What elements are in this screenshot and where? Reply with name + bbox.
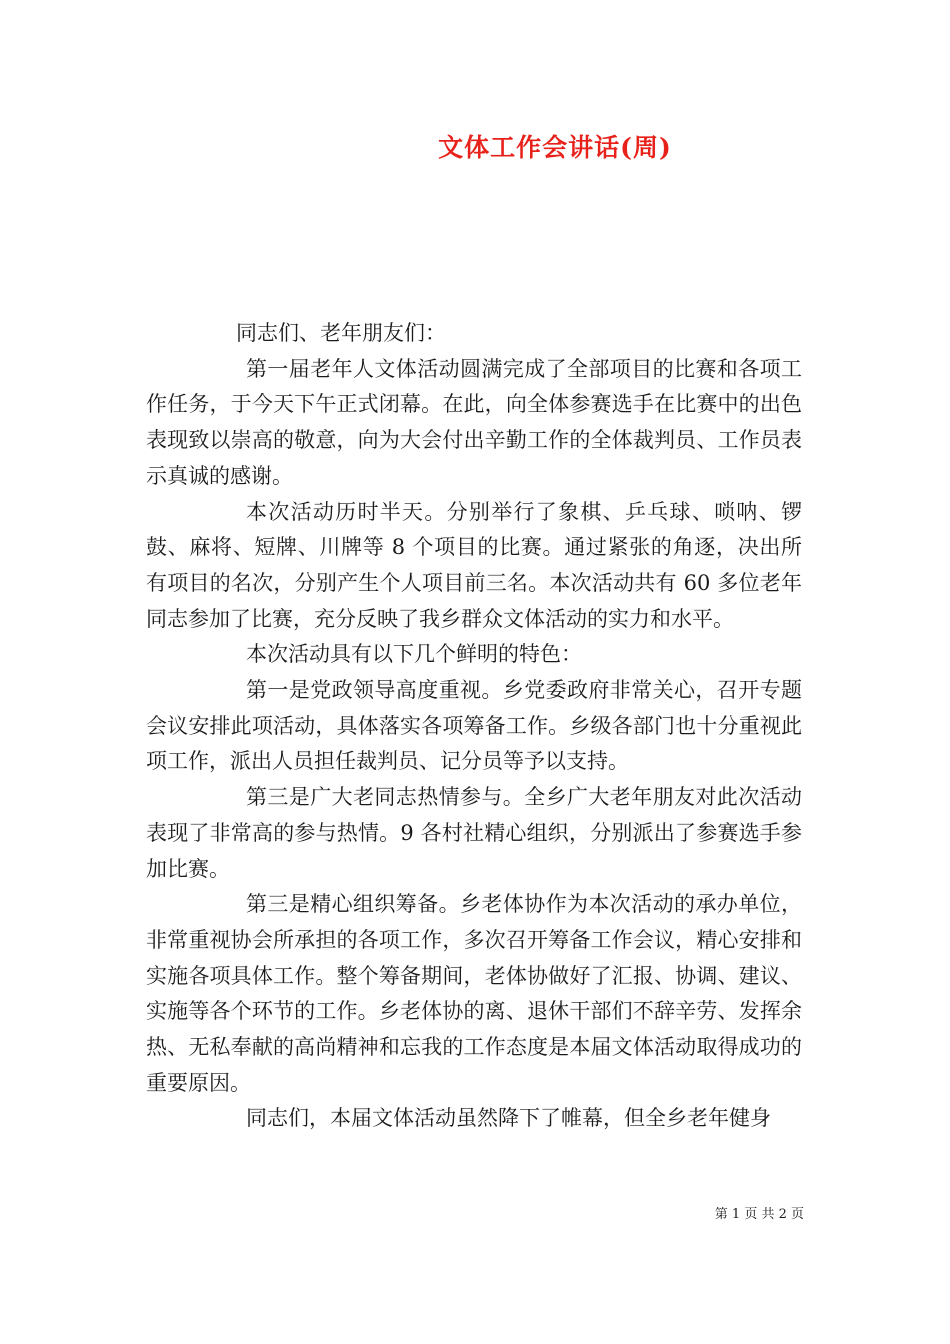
- paragraph: 第一是党政领导高度重视。乡党委政府非常关心，召开专题会议安排此项活动，具体落实各项筹备工作。乡级各部门也十分重视此项工作，派出人员担任裁判员、记分员等予以支持。: [146, 678, 802, 774]
- document-body: [146, 316, 802, 1137]
- paragraph: 本次活动具有以下几个鲜明的特色：: [246, 642, 582, 667]
- paragraph: 第三是精心组织筹备。乡老体协作为本次活动的承办单位，非常重视协会所承担的各项工作，多次召开筹备工作会议，精心安排和实施各项具体工作。整个筹备期间，老体协做好了汇报、协调、建议、实施等各个环节的工作。乡老体协的离、退休干部们不辞辛劳、发挥余热、无私奉献的高尚精神和忘我的工作态度是本届文体活动取得成功的重要原因。: [146, 892, 802, 1095]
- page-number: 第 1 页 共 2 页: [714, 1207, 804, 1222]
- paragraph: 同志们，本届文体活动虽然降下了帷幕，但全乡老年健身: [246, 1106, 771, 1131]
- paragraph: 第三是广大老同志热情参与。全乡广大老年朋友对此次活动表现了非常高的参与热情。9 各村社精心组织，分别派出了参赛选手参加比赛。: [146, 785, 802, 881]
- paragraph: 本次活动历时半天。分别举行了象棋、乒乓球、唢呐、锣鼓、麻将、短牌、川牌等 8 个项目的比赛。通过紧张的角逐，决出所有项目的名次，分别产生个人项目前三名。本次活动共有 60 多位老年同志参加了比赛，充分反映了我乡群众文体活动的实力和水平。: [146, 499, 802, 631]
- paragraph: 第一届老年人文体活动圆满完成了全部项目的比赛和各项工作任务，于今天下午正式闭幕。在此，向全体参赛选手在比赛中的出色表现致以崇高的敬意，向为大会付出辛勤工作的全体裁判员、工作员表示真诚的感谢。: [146, 356, 802, 488]
- salutation: 同志们、老年朋友们：: [236, 321, 446, 345]
- page-title: 文体工作会讲话(周): [438, 133, 672, 162]
